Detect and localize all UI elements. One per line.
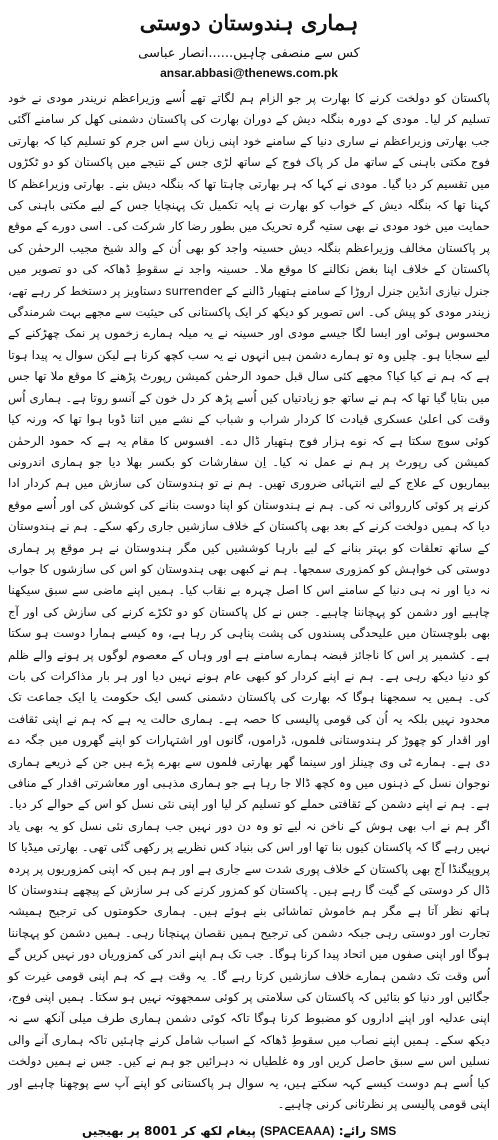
sms-label-prefix: رائے: [338, 1123, 367, 1138]
article-body: پاکستان کو دولخت کرنے کا بھارت پر جو الزام ہم لگاتے تھے اُسے وزیراعظم نریندر مودی نے خود تسلیم کر لیا۔ مودی کے دورہ بنگلہ دیش کے دوران بھارت کی پاکستان دشمنی کھل کر سامنے آگئی جب بھارتی وزیراعظم نے ساری دنیا کے سامنے خود اپنی زبان سے اس جرم کو تسلیم کیا کہ بھارتی فوج مکتی باہنی کے ساتھ مل کر پاک فوج کے ساتھ لڑی جس کے نتیجے میں پاکستان کو دو ٹکڑوں میں تقسیم کر دیا گیا۔ مودی نے کہا کہ ہر بھارتی چاہتا تھا کہ بنگلہ دیش بنے۔ بھارتی وزیراعظم کا کہنا تھا کہ بنگلہ دیش کے خواب کو بھارت نے پایہ تکمیل تک پہنچایا جس کے لیے مکتی باہنی کی حمایت میں خود مودی نے بھی ستیہ گرہ تحریک میں بطور رضا کار شرکت کی۔ اسی دورے کے موقع پر پاکستان مخالف وزیراعظم بنگلہ دیش حسینہ واجد کو بھی اُن کے والد شیخ مجیب الرحمٰن کی پاکستان کے خلاف اپنا بغض نکالنے کا موقع ملا۔ حسینہ واجد نے سقوطِ ڈھاکہ کی دو تصویر میں جنرل نیازی انڈین جنرل اروڑا کے سامنے ہتھیار ڈالنے کے surrender دستاویز پر دستخط کر رہے تھے، زیندر مودی کو پیش کی۔ اس تصویر کو دیکھ کر ایک پاکستانی کی حیثیت سے مجھے بہت شرمندگی محسوس ہوئی اور ایسا لگا جیسے مودی اور حسینہ نے یہ میلہ ہمارے زخموں پر نمک چھڑکنے کے لیے سجایا ہو۔ چلیں وہ تو ہمارے دشمن ہیں انہوں نے یہ سب کچھ کرنا ہے لیکن سوال یہ پیدا ہوتا ہے کہ ہم نے کیا کیا؟ مجھے کئی سال قبل حمود الرحمٰن کمیشن رپورٹ پڑھنے کا موقع ملا تھا جس میں بتایا گیا تھا کہ ہم نے ساتھ جو زیادتیاں کیں اُسے پڑھ کر دل خون کے آنسو روتا ہے۔ ہماری اُس وقت کی اعلیٰ عسکری قیادت کا کردار شراب و شباب کے نشے میں اتنا ڈوبا ہوا تھا کہ ورنہ کیا کوئی سوچ سکتا ہے کہ نوے ہزار فوج ہتھیار ڈال دے۔ افسوس کا مقام یہ ہے کہ حمود الرحمٰن کمیشن کی رپورٹ پر ہم نے عمل نہ کیا۔ اِن سفارشات کو بکسر بھلا دیا جو ہماری اندرونی بیماریوں کے علاج کے لیے انتہائی ضروری تھیں۔ ہم نے تو ہندوستان کی سازش میں ہم کردار ادا کرنے پر کوئی کارروائی نہ کی۔ ہم نے ہندوستان کو اپنا دوست بنانے کی کوشش کی اور اُسے موقع دیا کہ ہمیں دولخت کرنے کے بعد بھی پاکستان کے خلاف سازشیں جاری رکھ سکے۔ ہم نے ہندوستان کے ساتھ تعلقات کو بہتر بنانے کے لیے بارہا کوششیں کیں مگر ہندوستان نے ہر موقع پر ہماری دوستی کی خواہش کو کمزوری سمجھا۔ ہم نے کبھی بھی ہندوستان کو اس کی سازشوں کا جواب نہ دیا اور نہ ہی دنیا کے سامنے اس کا اصل چہرہ بے نقاب کیا۔ ہمیں اپنے ماضی سے سبق سیکھنا چاہیے اور دشمن کو پہچاننا چاہیے۔ جس نے کل پاکستان کو دو ٹکڑے کرنے کی سازش کی اور آج بھی بلوچستان میں علیحدگی پسندوں کی پشت پناہی کر رہا ہے، وہ کیسے ہمارا دوست ہو سکتا ہے۔ کشمیر پر اس کا ناجائز قبضہ ہمارے سامنے ہے اور وہاں کے معصوم لوگوں پر ہونے والے ظلم کو دنیا دیکھ رہی ہے۔ ہم نے اپنے کردار کو کبھی عام ہونے نہیں دیا اور ہر بار مذاکرات کی بات کی۔ ہمیں یہ سمجھنا ہوگا کہ بھارت کی پاکستان دشمنی کسی ایک حکومت یا ایک جماعت تک محدود نہیں بلکہ یہ اُن کی قومی پالیسی کا حصہ ہے۔ ہماری حالت یہ ہے کہ ہم نے اپنی ثقافت اور اقدار کو چھوڑ کر ہندوستانی فلموں، ڈراموں، گانوں اور اشتہارات کو اپنے گھروں میں جگہ دے دی ہے۔ ہمارے ٹی وی چینلز اور سینما گھر بھارتی فلموں سے بھرے پڑے ہیں جن کے ذریعے ہماری نوجوان نسل کے ذہنوں میں وہ کچھ ڈالا جا رہا ہے جو ہماری مذہبی اور معاشرتی اقدار کے منافی ہے۔ ہم نے اپنے دشمن کے ثقافتی حملے کو تسلیم کر لیا اور اپنی نئی نسل کو اس کے حوالے کر دیا۔ اگر ہم نے اب بھی ہوش کے ناخن نہ لیے تو وہ دن دور نہیں جب ہماری نئی نسل کو یہ بھی یاد نہیں رہے گا کہ پاکستان کیوں بنا تھا اور اس کی بنیاد کس نظریے پر رکھی گئی تھی۔ بھارتی میڈیا کا پروپیگنڈا آج بھی پاکستان کے خلاف پوری شدت سے جاری ہے اور ہم ہیں کہ اپنی کمزوریوں پر پردہ ڈال کر دوستی کے گیت گا رہے ہیں۔ پاکستان کو کمزور کرنے کی ہر سازش کے پیچھے ہندوستان کا ہاتھ نظر آتا ہے مگر ہم خاموش تماشائی بنے ہوئے ہیں۔ ہماری حکومتوں کی ترجیح ہمیشہ تجارت اور دوستی رہی جبکہ دشمن کی ترجیح ہمیں نقصان پہنچانا رہی۔ ہمیں دشمن کو پہچاننا ہوگا اور اپنی صفوں میں اتحاد پیدا کرنا ہوگا۔ جب تک ہم اپنے اندر کی کمزوریاں دور نہیں کریں گے اُس وقت تک دشمن ہمارے خلاف سازشیں کرتا رہے گا۔ یہ وقت ہے کہ ہم اپنی قومی غیرت کو جگائیں اور دنیا کو بتائیں کہ پاکستان کی سلامتی پر کوئی سمجھوتہ نہیں ہو سکتا۔ ہمیں اپنی فوج، اپنی عدلیہ اور اپنے اداروں کو مضبوط کرنا ہوگا تاکہ کوئی دشمن ہماری طرف میلی آنکھ سے نہ دیکھ سکے۔ ہمیں اپنے نصاب میں سقوطِ ڈھاکہ کے اسباب شامل کرنے چاہئیں تاکہ ہماری آنے والی نسلیں اس سے سبق حاصل کریں اور وہ غلطیاں نہ دہرائیں جو ہم نے کیں۔ جس نے ہمیں دولخت کیا اُسے ہم دوست کیسے کہہ سکتے ہیں، یہ سوال ہر پاکستانی کو اپنے آپ سے پوچھنا چاہیے اور اپنی قومی پالیسی پر نظرثانی کرنی چاہیے۔ [8, 91, 490, 1112]
sms-label: SMS [370, 1123, 397, 1138]
author-email: ansar.abbasi@thenews.com.pk [160, 66, 338, 80]
sms-feedback-footer [8, 1122, 490, 1140]
sms-instruction: پیغام لکھ کر 8001 پر بھیجیں [82, 1123, 256, 1138]
article-byline: کس سے منصفی چاہیں......انصار عباسی [138, 46, 360, 61]
article-title: ہماری ہندوستان دوستی [139, 10, 359, 35]
sms-code: (SPACEAAA) [260, 1123, 335, 1138]
